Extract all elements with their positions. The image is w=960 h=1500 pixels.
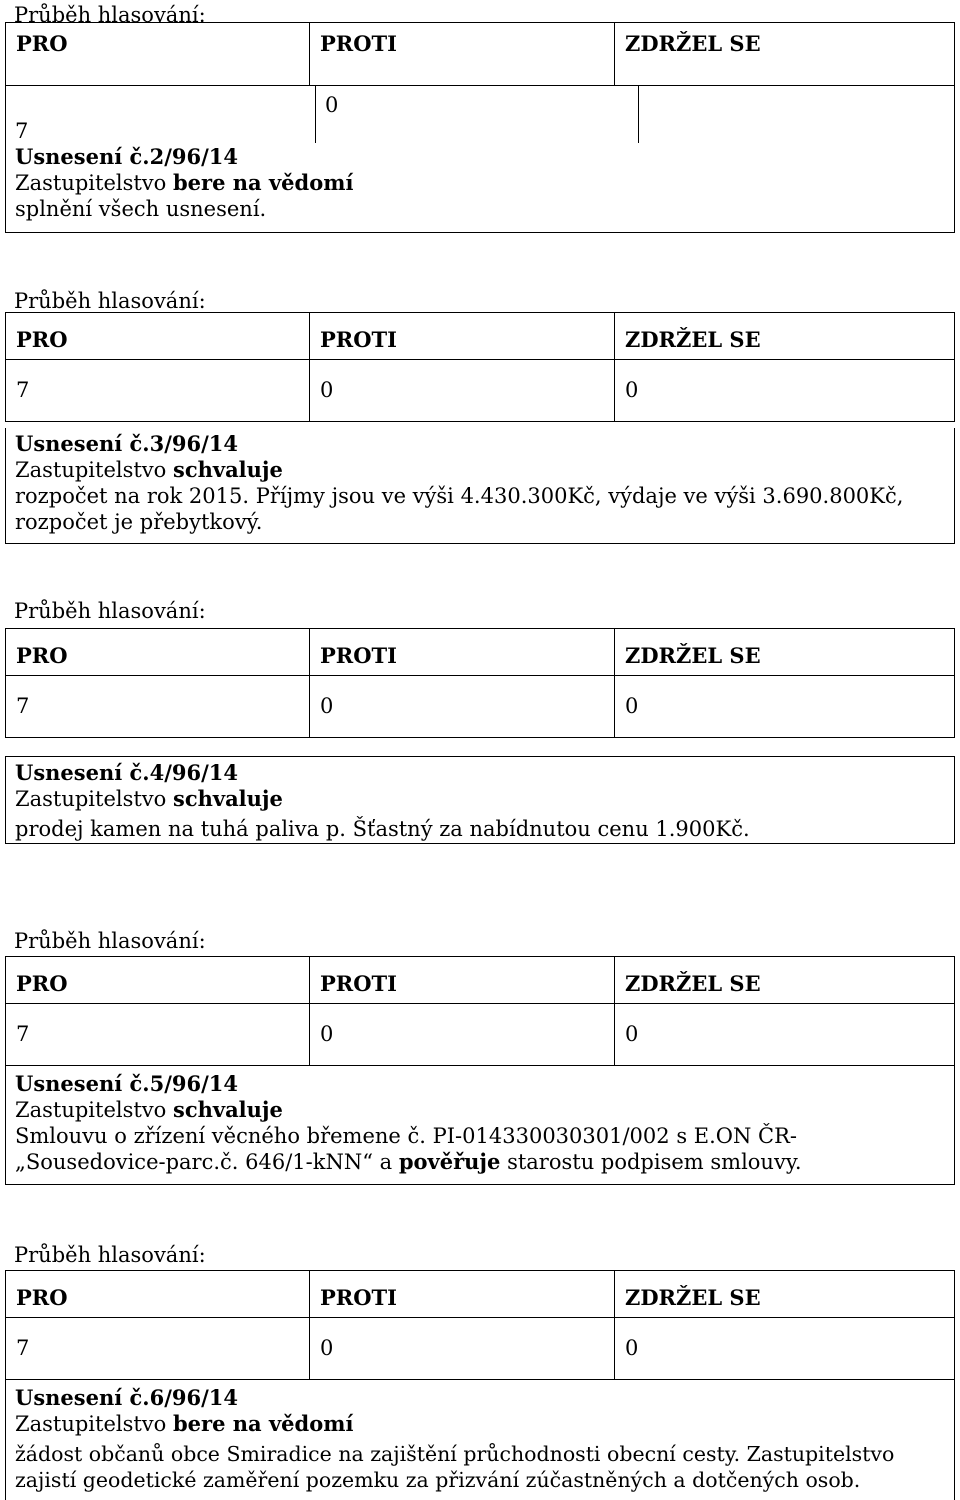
voting-heading: Průběh hlasování: <box>14 3 206 27</box>
resolution-box <box>5 428 955 544</box>
vote-table <box>5 628 955 738</box>
voting-heading: Průběh hlasování: <box>14 289 206 313</box>
proti-header: PROTI <box>310 23 615 86</box>
resolution-box <box>5 85 955 233</box>
resolution-title: Usnesení č.5/96/14 <box>15 1071 239 1096</box>
resolution-text: žádost občanů obce Smiradice na zajištění průchodnosti obecní cesty. Zastupitelstvo <box>15 1442 895 1466</box>
resolution-title: Usnesení č.4/96/14 <box>15 760 239 785</box>
pro-header: PRO <box>6 1271 310 1318</box>
resolution-text: rozpočet je přebytkový. <box>15 510 263 534</box>
resolution-text: splnění všech usnesení. <box>15 197 267 221</box>
vote-table <box>5 1270 955 1380</box>
resolution-text: Smlouvu o zřízení věcného břemene č. PI-014330030301/002 s E.ON ČR- <box>15 1124 798 1148</box>
vote-header-row <box>6 23 955 86</box>
resolution-action: Zastupitelstvo bere na vědomí <box>15 1411 354 1436</box>
resolution-box <box>5 1379 955 1500</box>
vote-table <box>5 312 955 422</box>
resolution-text: „Sousedovice-parc.č. 646/1-kNN“ a pověřuje starostu podpisem smlouvy. <box>15 1149 802 1174</box>
pro-header: PRO <box>6 23 310 86</box>
vote-proti-value: 0 <box>310 1318 615 1380</box>
zdrzel-header: ZDRŽEL SE <box>615 313 955 360</box>
resolution-title: Usnesení č.6/96/14 <box>15 1385 239 1410</box>
vote-pro-value: 7 <box>6 360 310 422</box>
resolution-title: Usnesení č.3/96/14 <box>15 431 239 456</box>
voting-heading: Průběh hlasování: <box>14 929 206 953</box>
proti-header: PROTI <box>310 957 615 1004</box>
resolution-text: zajistí geodetické zaměření pozemku za přizvání zúčastněných a dotčených osob. <box>15 1468 861 1492</box>
vote-zdrzel-value: 0 <box>615 360 955 422</box>
resolution-box <box>5 1065 955 1185</box>
pro-header: PRO <box>6 957 310 1004</box>
vote-zdrzel-value: 0 <box>615 1318 955 1380</box>
vote-pro-value: 7 <box>6 676 310 738</box>
vote-proti-value: 0 <box>310 676 615 738</box>
zdrzel-header: ZDRŽEL SE <box>615 957 955 1004</box>
proti-header: PROTI <box>310 1271 615 1318</box>
proti-header: PROTI <box>310 629 615 676</box>
resolution-box <box>5 756 955 844</box>
vote-pro-value: 7 <box>6 1004 310 1066</box>
pro-header: PRO <box>6 629 310 676</box>
vote-zdrzel-value: 0 <box>615 676 955 738</box>
resolution-action: Zastupitelstvo schvaluje <box>15 1097 283 1122</box>
resolution-text: prodej kamen na tuhá paliva p. Šťastný za nabídnutou cenu 1.900Kč. <box>15 817 750 841</box>
vote-pro-value: 7 <box>15 119 29 143</box>
vote-proti-value: 0 <box>310 1004 615 1066</box>
vote-table <box>5 22 955 86</box>
resolution-action: Zastupitelstvo bere na vědomí <box>15 170 354 195</box>
zdrzel-header: ZDRŽEL SE <box>615 629 955 676</box>
proti-header: PROTI <box>310 313 615 360</box>
resolution-action: Zastupitelstvo schvaluje <box>15 786 283 811</box>
pro-header: PRO <box>6 313 310 360</box>
resolution-text: rozpočet na rok 2015. Příjmy jsou ve výši 4.430.300Kč, výdaje ve výši 3.690.800Kč, <box>15 484 904 508</box>
vote-pro-value: 7 <box>6 1318 310 1380</box>
voting-heading: Průběh hlasování: <box>14 599 206 623</box>
vote-table <box>5 956 955 1066</box>
vote-proti-value: 0 <box>325 93 339 117</box>
vote-zdrzel-value: 0 <box>615 1004 955 1066</box>
resolution-action: Zastupitelstvo schvaluje <box>15 457 283 482</box>
vote-proti-value: 0 <box>310 360 615 422</box>
voting-heading: Průběh hlasování: <box>14 1243 206 1267</box>
zdrzel-header: ZDRŽEL SE <box>615 23 955 86</box>
resolution-title: Usnesení č.2/96/14 <box>15 144 239 169</box>
zdrzel-header: ZDRŽEL SE <box>615 1271 955 1318</box>
